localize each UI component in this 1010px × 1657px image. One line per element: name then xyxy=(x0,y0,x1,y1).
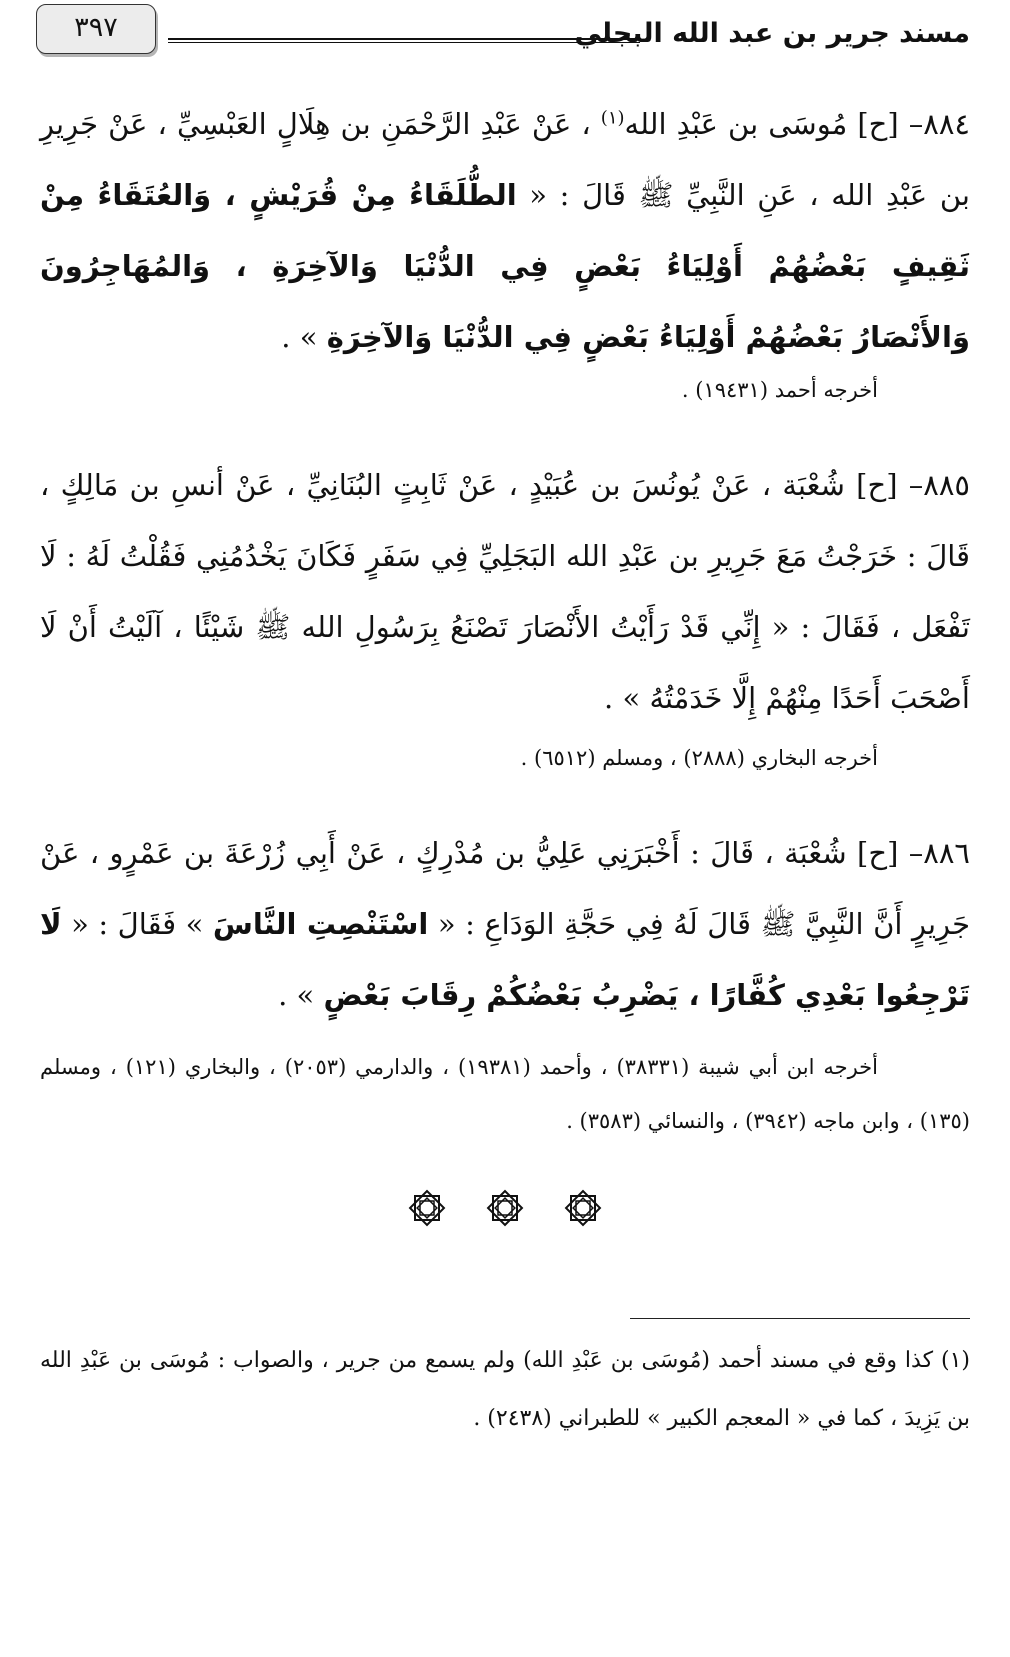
takhrij-886: أخرجه ابن أبي شيبة (٣٨٣٣١) ، وأحمد (١٩٣٨١) ، والدارمي (٢٠٥٣) ، والبخاري (١٢١) ، ومسلم (١٣٥) ، وابن ماجه (٣٩٤٢) ، والنسائي (٣٥٨٣) . xyxy=(40,1055,970,1133)
hadith-isnad-cont: ، عَنْ عَبْدِ الرَّحْمَنِ بن هِلَالٍ العَبْسِيِّ ، عَنْ جَرِيرِ بن عَبْدِ الله ، عَنِ النَّبِيِّ ﷺ قَالَ : « xyxy=(40,106,970,212)
running-title: مسند جرير بن عبد الله البجلي xyxy=(574,18,970,49)
hadith-number: ٨٨٦ xyxy=(923,836,970,870)
takhrij-885: أخرجه البخاري (٢٨٨٨) ، ومسلم (٦٥١٢) . xyxy=(520,746,878,770)
eight-point-star-icon xyxy=(407,1188,447,1228)
hadith-text xyxy=(40,468,970,715)
hadith-dash: – xyxy=(897,468,924,502)
hadith-matn-1: اسْتَنْصِتِ النَّاسَ xyxy=(212,907,429,941)
eight-point-star-icon xyxy=(563,1188,603,1228)
hadith-isnad: [ح] شُعْبَة ، قَالَ : أَخْبَرَنِي عَلِيُّ بن مُدْرِكٍ ، عَنْ أَبِي زُرْعَةَ بن عَمْرٍو ، عَنْ جَرِيرٍ أَنَّ النَّبِيَّ ﷺ قَالَ لَهُ فِي حَجَّةِ الوَدَاعِ : « xyxy=(40,836,970,941)
section-ornament xyxy=(0,1188,1010,1228)
hadith-matn-2: لَا تَرْجِعُوا بَعْدِي كُفَّارًا ، يَضْرِبُ بَعْضُكُمْ رِقَابَ بَعْضٍ xyxy=(40,907,970,1012)
hadith-884 xyxy=(40,82,970,373)
hadith-body: [ح] شُعْبَة ، عَنْ يُونُسَ بن عُبَيْدٍ ، عَنْ ثَابِتٍ البُنَانِيِّ ، عَنْ أنسِ بن مَالِكٍ ، قَالَ : خَرَجْتُ مَعَ جَرِيرِ بن عَبْدِ الله البَجَلِيِّ فِي سَفَرٍ فَكَانَ يَخْدُمُنِي فَقُلْتُ لَهُ : لَا تَفْعَل ، فَقَالَ : « إِنِّي قَدْ رَأَيْتُ الأَنْصَارَ تَصْنَعُ بِرَسُولِ الله ﷺ شَيْئًا ، آلَيْتُ أَنْ لَا أَصْحَبَ أَحَدًا مِنْهُمْ إِلَّا خَدَمْتُهُ » . xyxy=(40,468,970,715)
hadith-886 xyxy=(40,818,970,1031)
page-number: ٣٩٧ xyxy=(36,4,156,54)
hadith-connector: » فَقَالَ : « xyxy=(61,907,213,941)
takhrij-884: أخرجه أحمد (١٩٤٣١) . xyxy=(681,378,878,402)
hadith-text xyxy=(40,107,970,354)
eight-point-star-icon xyxy=(485,1188,525,1228)
hadith-number: ٨٨٤ xyxy=(923,106,971,141)
hadith-number: ٨٨٥ xyxy=(923,468,970,502)
footnote: (١) كذا وقع في مسند أحمد (مُوسَى بن عَبْدِ الله) ولم يسمع من جرير ، والصواب : مُوسَى بن عَبْدِ الله بن يَزِيدَ ، كما في « المعجم الكبير » للطبراني (٢٤٣٨) . xyxy=(40,1348,970,1431)
header-rule xyxy=(168,38,640,43)
hadith-dash: – xyxy=(898,106,924,141)
hadith-end: » . xyxy=(278,978,324,1012)
hadith-885 xyxy=(40,450,970,734)
hadith-dash: – xyxy=(898,836,924,870)
hadith-end: » . xyxy=(281,319,327,354)
hadith-isnad: [ح] مُوسَى بن عَبْدِ الله xyxy=(624,106,899,141)
hadith-matn: الطُّلَقَاءُ مِنْ قُرَيْشٍ ، وَالعُتَقَاءُ مِنْ ثَقِيفٍ بَعْضُهُمْ أَوْلِيَاءُ بَعْضٍ فِي الدُّنْيَا وَالآخِرَةِ ، وَالمُهَاجِرُونَ وَالأَنْصَارُ بَعْضُهُمْ أَوْلِيَاءُ بَعْضٍ فِي الدُّنْيَا وَالآخِرَةِ xyxy=(40,177,970,354)
footnote-marker[interactable]: (١) xyxy=(600,107,625,128)
footnote-rule xyxy=(630,1318,970,1319)
hadith-text xyxy=(40,836,970,1012)
